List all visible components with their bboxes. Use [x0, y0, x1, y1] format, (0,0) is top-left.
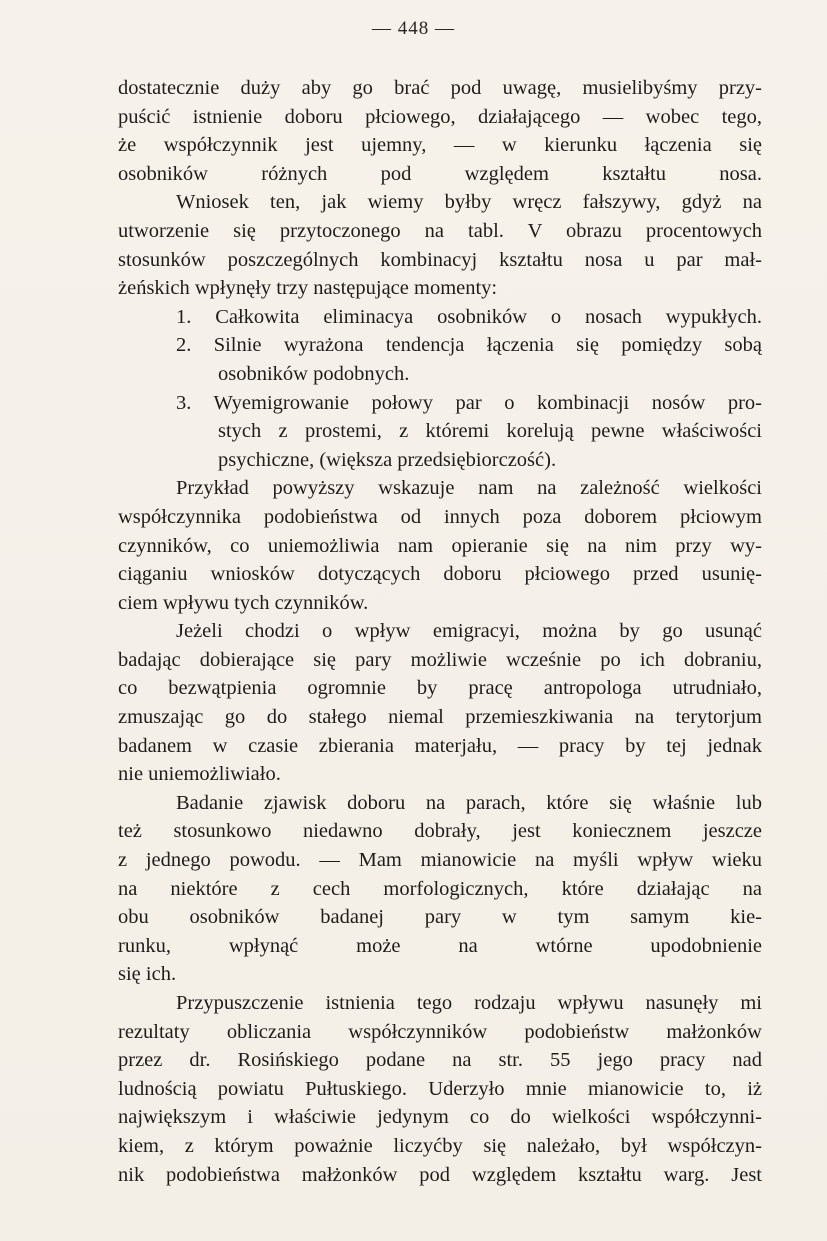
text-line: co bezwątpienia ogromnie by pracę antropologa utrudniało,	[118, 677, 762, 700]
text-line: badając dobierające się pary możliwie wcześnie po ich dobraniu,	[118, 648, 762, 671]
text-line: badanem w czasie zbierania materjału, — pracy by tej jednak	[118, 734, 762, 757]
text-line: puścić istnienie doboru płciowego, działającego — wobec tego,	[118, 105, 762, 128]
text-line: obu osobników badanej pary w tym samym kie-	[118, 906, 762, 929]
text-line: Wniosek ten, jak wiemy byłby wręcz fałszywy, gdyż na	[176, 191, 762, 214]
text-line: rezultaty obliczania współczynników podobieństw małżonków	[118, 1020, 762, 1043]
text-line: 2. Silnie wyrażona tendencja łączenia się pomiędzy sobą	[176, 334, 762, 357]
text-line: Przykład powyższy wskazuje nam na zależność wielkości	[176, 477, 762, 500]
text-line: nie uniemożliwiało.	[118, 763, 281, 786]
text-line: runku, wpłynąć może na wtórne upodobnienie	[118, 934, 762, 957]
text-line: ciem wpływu tych czynników.	[118, 591, 369, 614]
text-line: 1. Całkowita eliminacya osobników o nosach wypukłych.	[176, 305, 762, 328]
text-line: osobników podobnych.	[218, 362, 410, 385]
text-line: osobników różnych pod względem kształtu nosa.	[118, 162, 762, 185]
text-line: psychiczne, (większa przedsiębiorczość).	[218, 448, 557, 471]
text-line: ludnością powiatu Pułtuskiego. Uderzyło mnie mianowicie to, iż	[118, 1077, 762, 1100]
text-line: się ich.	[118, 963, 177, 986]
page-number: — 448 —	[372, 18, 455, 39]
text-line: utworzenie się przytoczonego na tabl. V obrazu procentowych	[118, 219, 762, 242]
text-line: ciąganiu wniosków dotyczących doboru płciowego przed usunię-	[118, 563, 762, 586]
text-line: czynników, co uniemożliwia nam opieranie się na nim przy wy-	[118, 534, 762, 557]
text-line: kiem, z którym poważnie liczyćby się należało, był współczyn-	[118, 1134, 762, 1157]
text-line: nik podobieństwa małżonków pod względem kształtu warg. Jest	[118, 1163, 762, 1186]
text-line: przez dr. Rosińskiego podane na str. 55 jego pracy nad	[118, 1049, 762, 1072]
text-line: z jednego powodu. — Mam mianowicie na myśli wpływ wieku	[118, 849, 762, 872]
text-line: 3. Wyemigrowanie połowy par o kombinacji nosów pro-	[176, 391, 762, 414]
text-line: żeńskich wpłynęły trzy następujące momenty:	[118, 277, 498, 300]
text-line: Badanie zjawisk doboru na parach, które się właśnie lub	[176, 791, 762, 814]
text-line: współczynnika podobieństwa od innych poza doborem płciowym	[118, 505, 762, 528]
text-line: zmuszając go do stałego niemal przemieszkiwania na terytorjum	[118, 706, 762, 729]
text-line: Przypuszczenie istnienia tego rodzaju wpływu nasunęły mi	[176, 992, 762, 1014]
text-line: też stosunkowo niedawno dobrały, jest koniecznem jeszcze	[118, 820, 762, 843]
text-line: na niektóre z cech morfologicznych, które działając na	[118, 877, 762, 900]
text-line: największym i właściwie jedynym co do wielkości współczynni-	[118, 1106, 762, 1129]
body-text	[118, 74, 762, 1189]
text-line: stych z prostemi, z któremi korelują pewne właściwości	[218, 420, 762, 443]
text-line: stosunków poszczególnych kombinacyj kształtu nosa u par mał-	[118, 248, 762, 271]
text-line: Jeżeli chodzi o wpływ emigracyi, można by go usunąć	[176, 620, 762, 643]
text-line: dostatecznie duży aby go brać pod uwagę, musielibyśmy przy-	[118, 77, 762, 99]
text-line: że współczynnik jest ujemny, — w kierunku łączenia się	[118, 134, 762, 157]
